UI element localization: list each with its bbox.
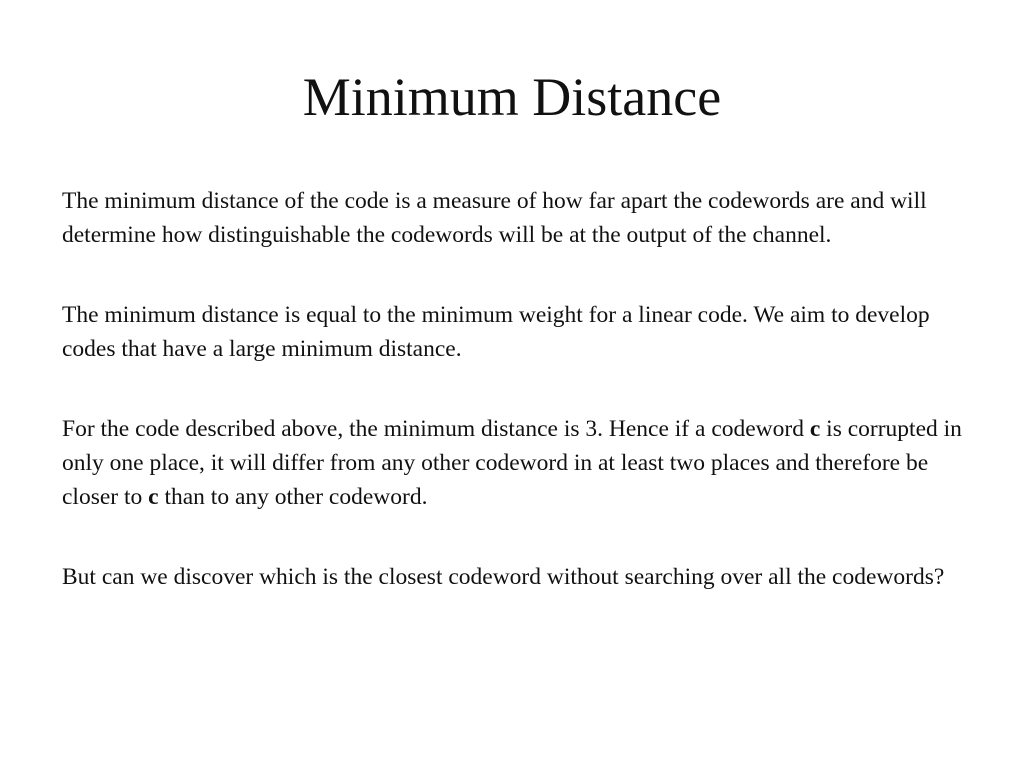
- paragraph-code-example: [62, 412, 967, 514]
- slide-body: [62, 184, 967, 640]
- codeword-c-symbol: c: [809, 416, 821, 442]
- paragraph-code-example-text-1: For the code described above, the minimum distance is 3. Hence if a codeword: [62, 416, 810, 442]
- paragraph-code-example-text-3: than to any other codeword.: [158, 484, 428, 510]
- codeword-c-symbol: c: [148, 484, 159, 510]
- paragraph-minimum-distance-definition: The minimum distance of the code is a measure of how far apart the codewords are and will determine how distinguishable the codewords will be at the output of the channel.: [62, 188, 927, 248]
- paragraph-code-example-text-2: is corrupted in only one place, it will differ from any other codeword in at least two places and therefore be closer to: [62, 416, 962, 510]
- paragraph-closest-codeword-question: But can we discover which is the closest codeword without searching over all the codewords?: [62, 564, 945, 590]
- slide-title: Minimum Distance: [302, 67, 722, 127]
- paragraph-minimum-weight: The minimum distance is equal to the minimum weight for a linear code. We aim to develop codes that have a large minimum distance.: [62, 302, 930, 362]
